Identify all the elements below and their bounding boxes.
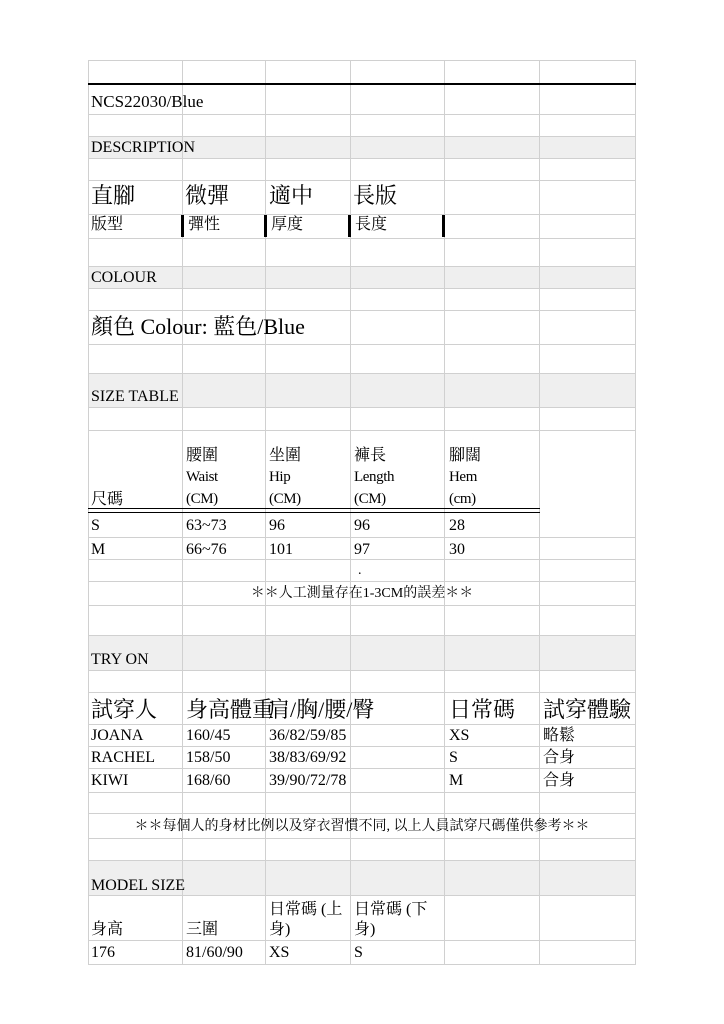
grid-row: [88, 692, 636, 693]
label-divider: [181, 215, 184, 237]
stretch-value: 微彈: [185, 183, 230, 208]
waist-header-zh: 腰圍: [186, 447, 219, 464]
try-on-row-rachel-fit: 合身: [543, 749, 576, 766]
size-row-m-size: M: [91, 541, 106, 558]
try-on-header-usual-size: 日常碼: [449, 697, 516, 722]
try-on-row-kiwi-hw: 168/60: [186, 772, 231, 789]
model-header-top-size-line1: 日常碼 (上: [269, 901, 343, 918]
fit-value: 直腳: [91, 183, 136, 208]
grid-row: [88, 838, 636, 839]
grid-row: [88, 180, 636, 181]
colour-text: 顏色 Colour: 藍色/Blue: [91, 314, 305, 339]
size-row-m-waist: 66~76: [186, 541, 227, 558]
try-on-band: [88, 635, 636, 670]
measurement-note: ＊＊人工測量存在1-3CM的誤差＊＊: [250, 586, 474, 601]
try-on-row-rachel-meas: 38/83/69/92: [269, 749, 347, 766]
waist-header-unit: (CM): [186, 491, 218, 507]
size-header-double-rule: [88, 508, 540, 513]
size-row-m-length: 97: [354, 541, 370, 558]
product-code: NCS22030/Blue: [91, 92, 204, 111]
grid-row: [88, 605, 636, 606]
try-on-header-experience: 試穿體驗: [543, 697, 632, 722]
grid-row: [88, 768, 636, 769]
model-measurements-value: 81/60/90: [186, 944, 243, 961]
model-top-size-value: XS: [269, 944, 290, 961]
model-header-top-size-line2: 身): [269, 921, 291, 938]
try-on-row-kiwi-name: KIWI: [91, 772, 129, 789]
length-value: 長版: [353, 183, 398, 208]
hip-header-zh: 坐圍: [269, 447, 302, 464]
grid-row: [88, 635, 636, 636]
grid-row: [88, 407, 636, 408]
thickness-label: 厚度: [271, 216, 304, 233]
size-column-label: 尺碼: [91, 491, 124, 508]
grid-row: [88, 288, 636, 289]
try-on-row-joana-name: JOANA: [91, 727, 144, 744]
length-label: 長度: [355, 216, 388, 233]
grid-row: [88, 238, 636, 239]
try-on-row-joana-fit: 略鬆: [543, 727, 576, 744]
size-table-dot: .: [358, 563, 362, 578]
grid-row: [88, 430, 636, 431]
try-on-row-rachel-size: S: [449, 749, 458, 766]
size-row-m-hip: 101: [269, 541, 293, 558]
size-table-heading: SIZE TABLE: [91, 388, 179, 405]
grid-row: [88, 266, 636, 267]
try-on-header-measurements: 肩/胸/腰/臀: [268, 697, 375, 722]
label-divider: [264, 215, 267, 237]
grid-row: [88, 136, 636, 137]
description-heading: DESCRIPTION: [91, 139, 196, 156]
grid-row: [88, 60, 636, 61]
thickness-value: 適中: [269, 183, 314, 208]
length-header-zh: 褲長: [354, 447, 387, 464]
try-on-heading: TRY ON: [91, 651, 149, 668]
grid-row: [88, 964, 636, 965]
spec-sheet: [88, 60, 636, 965]
grid-row: [88, 537, 636, 538]
colour-heading: COLOUR: [91, 269, 157, 286]
grid-row: [88, 114, 636, 115]
colour-band: [88, 266, 636, 288]
grid-row: [88, 895, 636, 896]
fit-label: 版型: [91, 216, 124, 233]
size-row-s-hip: 96: [269, 517, 285, 534]
try-on-row-joana-meas: 36/82/59/85: [269, 727, 347, 744]
model-height-value: 176: [91, 944, 115, 961]
grid-row: [88, 559, 636, 560]
size-row-s-length: 96: [354, 517, 370, 534]
try-on-row-kiwi-size: M: [449, 772, 464, 789]
grid-row: [88, 746, 636, 747]
size-row-s-hem: 28: [449, 517, 465, 534]
grid-row: [88, 792, 636, 793]
grid-row: [88, 581, 636, 582]
model-header-bottom-size-line1: 日常碼 (下: [354, 901, 428, 918]
label-divider: [348, 215, 351, 237]
grid-row: [88, 940, 636, 941]
hem-header-en: Hem: [449, 469, 477, 485]
size-row-s-waist: 63~73: [186, 517, 227, 534]
label-divider: [442, 215, 445, 237]
grid-row: [88, 158, 636, 159]
try-on-note: ＊＊每個人的身材比例以及穿衣習慣不同, 以上人員試穿尺碼僅供參考＊＊: [134, 819, 590, 834]
size-row-s-size: S: [91, 517, 100, 534]
grid-row: [88, 670, 636, 671]
model-header-measurements: 三圍: [186, 921, 219, 938]
model-header-bottom-size-line2: 身): [354, 921, 376, 938]
grid-row: [88, 310, 636, 311]
grid-row: [88, 214, 636, 215]
try-on-row-joana-size: XS: [449, 727, 470, 744]
try-on-row-rachel-hw: 158/50: [186, 749, 231, 766]
try-on-row-kiwi-meas: 39/90/72/78: [269, 772, 347, 789]
hip-header-en: Hip: [269, 469, 291, 485]
waist-header-en: Waist: [186, 469, 218, 485]
stretch-label: 彈性: [188, 216, 221, 233]
grid-row: [88, 344, 636, 345]
try-on-row-joana-hw: 160/45: [186, 727, 231, 744]
model-bottom-size-value: S: [354, 944, 363, 961]
length-header-en: Length: [354, 469, 395, 485]
hip-header-unit: (CM): [269, 491, 301, 507]
hem-header-unit: (cm): [449, 491, 476, 507]
hem-header-zh: 腳闊: [449, 447, 482, 464]
try-on-header-height-weight: 身高體重: [186, 697, 275, 722]
try-on-header-person: 試穿人: [91, 697, 158, 722]
grid-row: [88, 860, 636, 861]
length-header-unit: (CM): [354, 491, 386, 507]
grid-row: [88, 373, 636, 374]
model-size-heading: MODEL SIZE: [91, 877, 186, 894]
top-rule: [88, 83, 636, 85]
try-on-row-rachel-name: RACHEL: [91, 749, 155, 766]
grid-row: [88, 813, 636, 814]
grid-row: [88, 724, 636, 725]
try-on-row-kiwi-fit: 合身: [543, 772, 576, 789]
size-row-m-hem: 30: [449, 541, 465, 558]
model-header-height: 身高: [91, 921, 124, 938]
